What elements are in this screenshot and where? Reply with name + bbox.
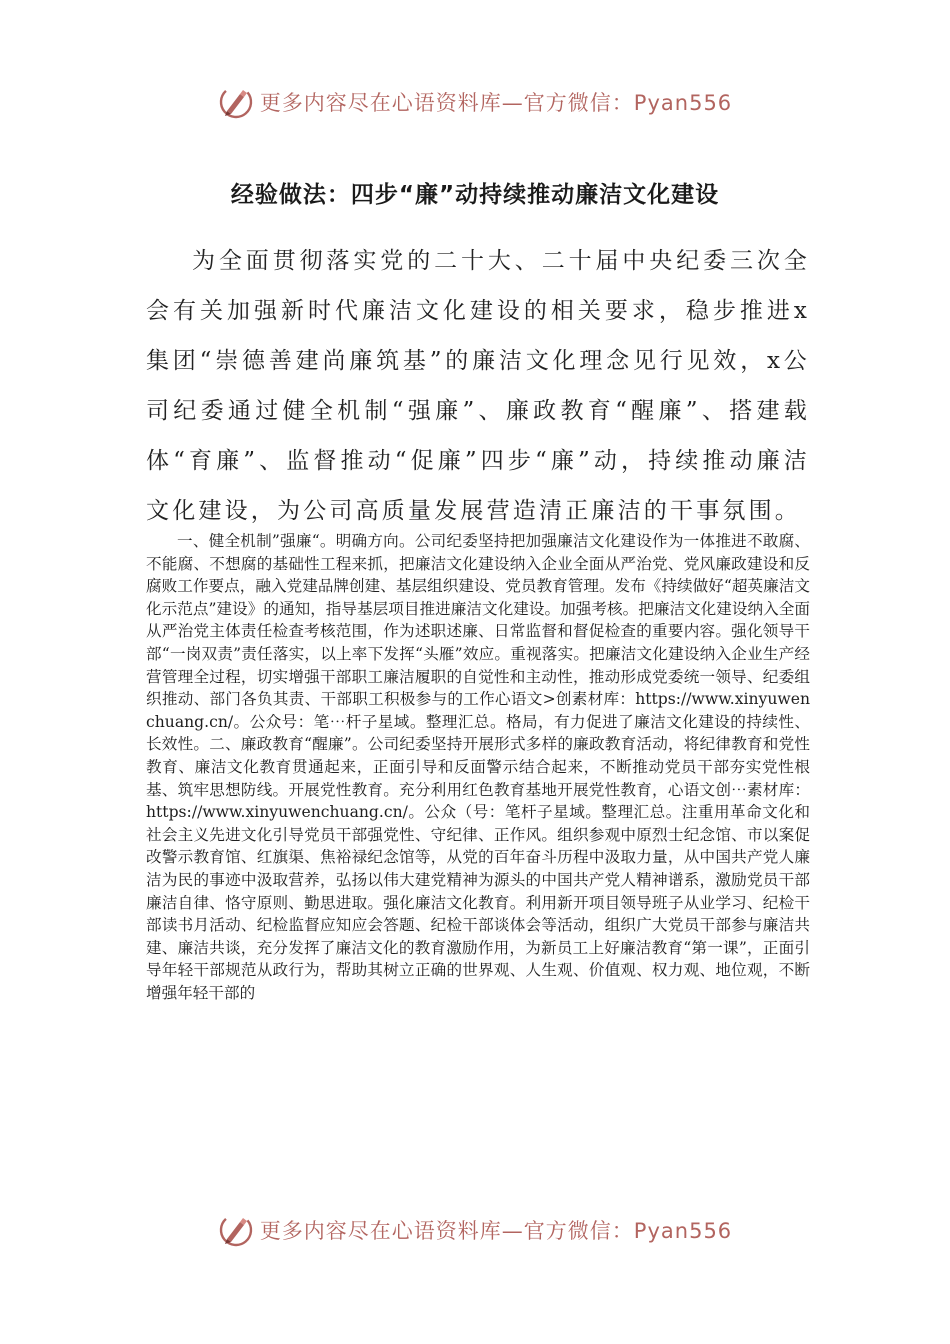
document-title: 经验做法：四步“廉”动持续推动廉洁文化建设 xyxy=(230,182,720,208)
header-banner-text: 更多内容尽在心语资料库—官方微信：Pyan556 xyxy=(259,91,733,115)
footer-banner xyxy=(0,1208,950,1252)
footer-banner-text: 更多内容尽在心语资料库—官方微信：Pyan556 xyxy=(259,1219,733,1243)
pen-brush-logo-icon xyxy=(218,84,254,120)
body-paragraph: 一、健全机制”强廉“。明确方向。公司纪委坚持把加强廉洁文化建设作为一体推进不敢腐、不能腐、不想腐的基础性工程来抓，把廉洁文化建设纳入企业全面从严治党、党风廉政建设和反腐败工作要点，融入党建品牌创建、基层组织建设、党员教育管理。发布《持续做好“超英廉洁文化示范点”建设》的通知，指导基层项目推进廉洁文化建设。加强考核。把廉洁文化建设纳入全面从严治党主体责任检查考核范围，作为述职述廉、日常监督和督促检查的重要内容。强化领导干部“一岗双责”责任落实，以上率下发挥“头雁”效应。重视落实。把廉洁文化建设纳入企业生产经营管理全过程，切实增强干部职工廉洁履职的自觉性和主动性，推动形成党委统一领导、纪委组织推动、部门各负其责、干部职工积极参与的工作心语文>创素材库：https://www.xinyuwenchuang.cn/。公众号：笔⋯杆子星域。整理汇总。格局，有力促进了廉洁文化建设的持续性、长效性。二、廉政教育“醒廉”。公司纪委坚持开展形式多样的廉政教育活动，将纪律教育和党性教育、廉洁文化教育贯通起来，正面引导和反面警示结合起来，不断推动党员干部夯实党性根基、筑牢思想防线。开展党性教育。充分利用红色教育基地开展党性教育，心语文创⋯素材库：https://www.xinyuwenchuang.cn/。公众（号：笔杆子星域。整理汇总。注重用革命文化和社会主义先进文化引导党员干部强党性、守纪律、正作风。组织参观中原烈士纪念馆、市以案促改警示教育馆、红旗渠、焦裕禄纪念馆等，从党的百年奋斗历程中汲取力量，从中国共产党人廉洁为民的事迹中汲取营养，弘扬以伟大建党精神为源头的中国共产党人精神谱系，激励党员干部廉洁自律、恪守原则、勤思进取。强化廉洁文化教育。利用新开项目领导班子从业学习、纪检干部读书月活动、纪检监督应知应会答题、纪检干部谈体会等活动，组织广大党员干部参与廉洁共建、廉洁共谈，充分发挥了廉洁文化的教育激励作用，为新员工上好廉洁教育“第一课”，正面引导年轻干部规范从政行为，帮助其树立正确的世界观、人生观、价值观、权力观、地位观，不断增强年轻干部的 xyxy=(146,532,810,1002)
intro-paragraph: 为全面贯彻落实党的二十大、二十届中央纪委三次全会有关加强新时代廉洁文化建设的相关要求，稳步推进x集团“崇德善建尚廉筑基”的廉洁文化理念见行见效，x公司纪委通过健全机制“强廉”、廉政教育“醒廉”、搭建载体“育廉”、监督推动“促廉”四步“廉”动，持续推动廉洁文化建设，为公司高质量发展营造清正廉洁的干事氛围。 xyxy=(146,248,810,524)
pen-brush-logo-icon xyxy=(218,1212,254,1248)
header-banner xyxy=(0,80,950,124)
